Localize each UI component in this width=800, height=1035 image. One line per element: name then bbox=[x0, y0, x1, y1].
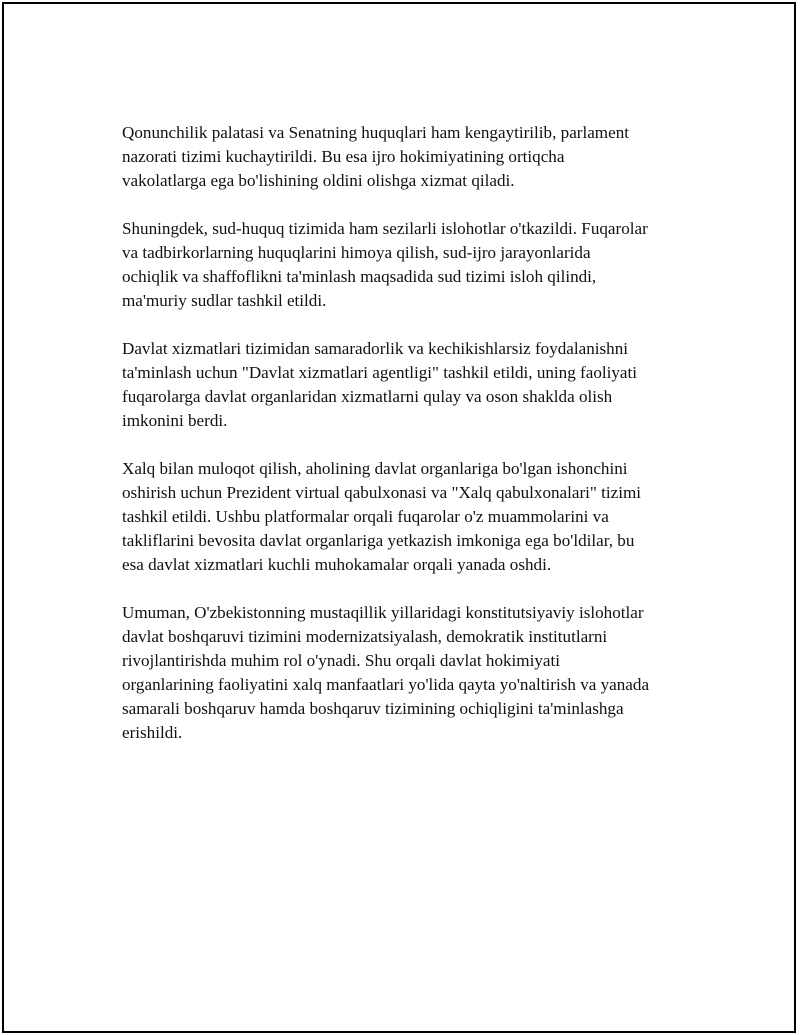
text-line: rivojlantirishda muhim rol o'ynadi. Shu orqali davlat hokimiyati bbox=[122, 651, 560, 670]
paragraph-4 bbox=[122, 457, 702, 577]
text-line: vakolatlarga ega bo'lishining oldini olishga xizmat qiladi. bbox=[122, 171, 515, 190]
text-line: oshirish uchun Prezident virtual qabulxonasi va "Xalq qabulxonalari" tizimi bbox=[122, 483, 642, 502]
text-line: samarali boshqaruv hamda boshqaruv tizimining ochiqligini ta'minlashga bbox=[122, 699, 624, 718]
text-line: esa davlat xizmatlari kuchli muhokamalar orqali yanada oshdi. bbox=[122, 555, 552, 574]
text-line: nazorati tizimi kuchaytirildi. Bu esa ijro hokimiyatining ortiqcha bbox=[122, 147, 565, 166]
document-page bbox=[2, 2, 796, 1033]
text-line: Davlat xizmatlari tizimidan samaradorlik va kechikishlarsiz foydalanishni bbox=[122, 339, 629, 358]
paragraph-1 bbox=[122, 121, 702, 193]
text-line: takliflarini bevosita davlat organlariga yetkazish imkoniga ega bo'ldilar, bu bbox=[122, 531, 635, 550]
text-line: Umuman, O'zbekistonning mustaqillik yillaridagi konstitutsiyaviy islohotlar bbox=[122, 603, 644, 622]
text-line: ochiqlik va shaffoflikni ta'minlash maqsadida sud tizimi isloh qilindi, bbox=[122, 267, 597, 286]
text-line: fuqarolarga davlat organlaridan xizmatlarni qulay va oson shaklda olish bbox=[122, 387, 613, 406]
document-body bbox=[122, 121, 702, 769]
text-line: Xalq bilan muloqot qilish, aholining davlat organlariga bo'lgan ishonchini bbox=[122, 459, 628, 478]
paragraph-5 bbox=[122, 601, 702, 745]
text-line: erishildi. bbox=[122, 723, 183, 742]
text-line: Shuningdek, sud-huquq tizimida ham sezilarli islohotlar o'tkazildi. Fuqarolar bbox=[122, 219, 648, 238]
text-line: Qonunchilik palatasi va Senatning huquqlari ham kengaytirilib, parlament bbox=[122, 123, 629, 142]
text-line: ta'minlash uchun "Davlat xizmatlari agentligi" tashkil etildi, uning faoliyati bbox=[122, 363, 638, 382]
text-line: ma'muriy sudlar tashkil etildi. bbox=[122, 291, 327, 310]
text-line: davlat boshqaruvi tizimini modernizatsiyalash, demokratik institutlarni bbox=[122, 627, 608, 646]
text-line: organlarining faoliyatini xalq manfaatlari yo'lida qayta yo'naltirish va yanada bbox=[122, 675, 650, 694]
paragraph-3 bbox=[122, 337, 702, 433]
text-line: imkonini berdi. bbox=[122, 411, 228, 430]
text-line: tashkil etildi. Ushbu platformalar orqali fuqarolar o'z muammolarini va bbox=[122, 507, 609, 526]
paragraph-2 bbox=[122, 217, 702, 313]
text-line: va tadbirkorlarning huquqlarini himoya qilish, sud-ijro jarayonlarida bbox=[122, 243, 591, 262]
